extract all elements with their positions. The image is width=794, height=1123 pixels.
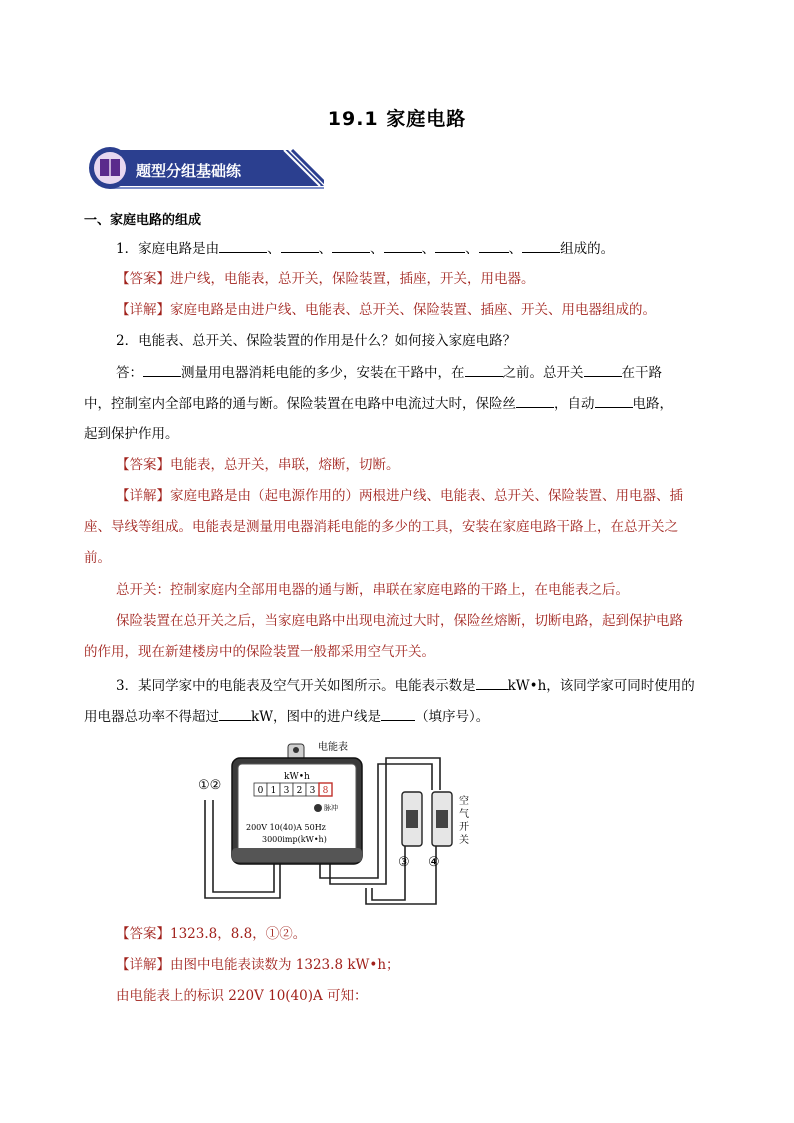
switch-label-2: 气	[459, 809, 469, 820]
switch-label-1: 空	[459, 796, 469, 807]
terminal-1-2: ①②	[198, 778, 222, 793]
q3-answer: 【答案】1323.8，8.8，①②。	[116, 926, 307, 942]
switch-label-4: 关	[459, 835, 469, 846]
q2-line-2: 中，控制室内全部电路的通与断。保险装置在电路中电流过大时，保险丝 ，自动 电路，	[84, 393, 673, 414]
q1-answer: 【答案】进户线，电能表，总开关，保险装置，插座，开关，用电器。	[116, 271, 535, 287]
pulse-label: 脉冲	[324, 804, 338, 812]
q2-answer: 【答案】电能表，总开关，串联，熔断，切断。	[116, 457, 400, 473]
digit-6: 8	[322, 786, 329, 796]
meter-rating: 200V 10(40)A 50Hz	[246, 823, 326, 832]
digit-2: 1	[270, 786, 277, 796]
book-icon	[100, 159, 120, 176]
q2-detail-3: 前。	[84, 550, 111, 566]
meter-imp: 3000imp(kW•h)	[262, 835, 327, 844]
q3-line-2: 用电器总功率不得超过 kW，图中的进户线是 （填序号）。	[84, 706, 489, 727]
banner-label: 题型分组基础练	[136, 162, 242, 180]
terminal-3: ③	[398, 855, 410, 870]
section-heading: 一、家庭电路的组成	[84, 213, 202, 228]
q2-question: 2．电能表、总开关、保险装置的作用是什么？如何接入家庭电路？	[116, 333, 517, 349]
digit-3: 3	[283, 786, 290, 796]
terminal-4: ④	[428, 855, 440, 870]
q2-detail-2: 座、导线等组成。电能表是测量用电器消耗电能的多少的工具，安装在家庭电路干路上，在总开关之	[84, 519, 678, 535]
meter-unit: kW•h	[284, 772, 310, 782]
switch-label-3: 开	[459, 822, 469, 833]
q1-detail: 【详解】家庭电路是由进户线、电能表、总开关、保险装置、插座、开关、用电器组成的。	[116, 302, 656, 318]
q2-detail-6: 的作用，现在新建楼房中的保险装置一般都采用空气开关。	[84, 644, 435, 660]
q3-detail: 【详解】由图中电能表读数为 1323.8 kW•h；	[116, 957, 400, 973]
q2-line-3: 起到保护作用。	[84, 426, 179, 442]
q2-line-1: 答： 测量用电器消耗电能的多少，安装在干路中，在 之前。总开关 在干路	[116, 362, 662, 383]
meter-diagram	[196, 736, 482, 908]
digit-5: 3	[309, 786, 316, 796]
pulse-light-icon	[314, 804, 322, 812]
digit-4: 2	[296, 786, 303, 796]
page-title: 19.1 家庭电路	[327, 108, 467, 130]
q2-detail-4: 总开关：控制家庭内全部用电器的通与断，串联在家庭电路的干路上，在电能表之后。	[116, 582, 629, 598]
meter-label: 电能表	[318, 742, 348, 753]
digit-1: 0	[257, 786, 264, 796]
q2-detail-5: 保险装置在总开关之后，当家庭电路中出现电流过大时，保险丝熔断，切断电路，起到保护电路	[116, 613, 683, 629]
q1-text: 1．家庭电路是由 、 、 、 、 、 、 组成的。	[116, 238, 614, 259]
q3-line-1: 3．某同学家中的电能表及空气开关如图所示。电能表示数是 kW•h，该同学家可同时使用的	[116, 675, 695, 696]
q2-detail-1: 【详解】家庭电路是由（起电源作用的）两根进户线、电能表、总开关、保险装置、用电器、插	[116, 488, 683, 504]
q3-detail-2: 由电能表上的标识 220V 10(40)A 可知：	[116, 988, 368, 1004]
